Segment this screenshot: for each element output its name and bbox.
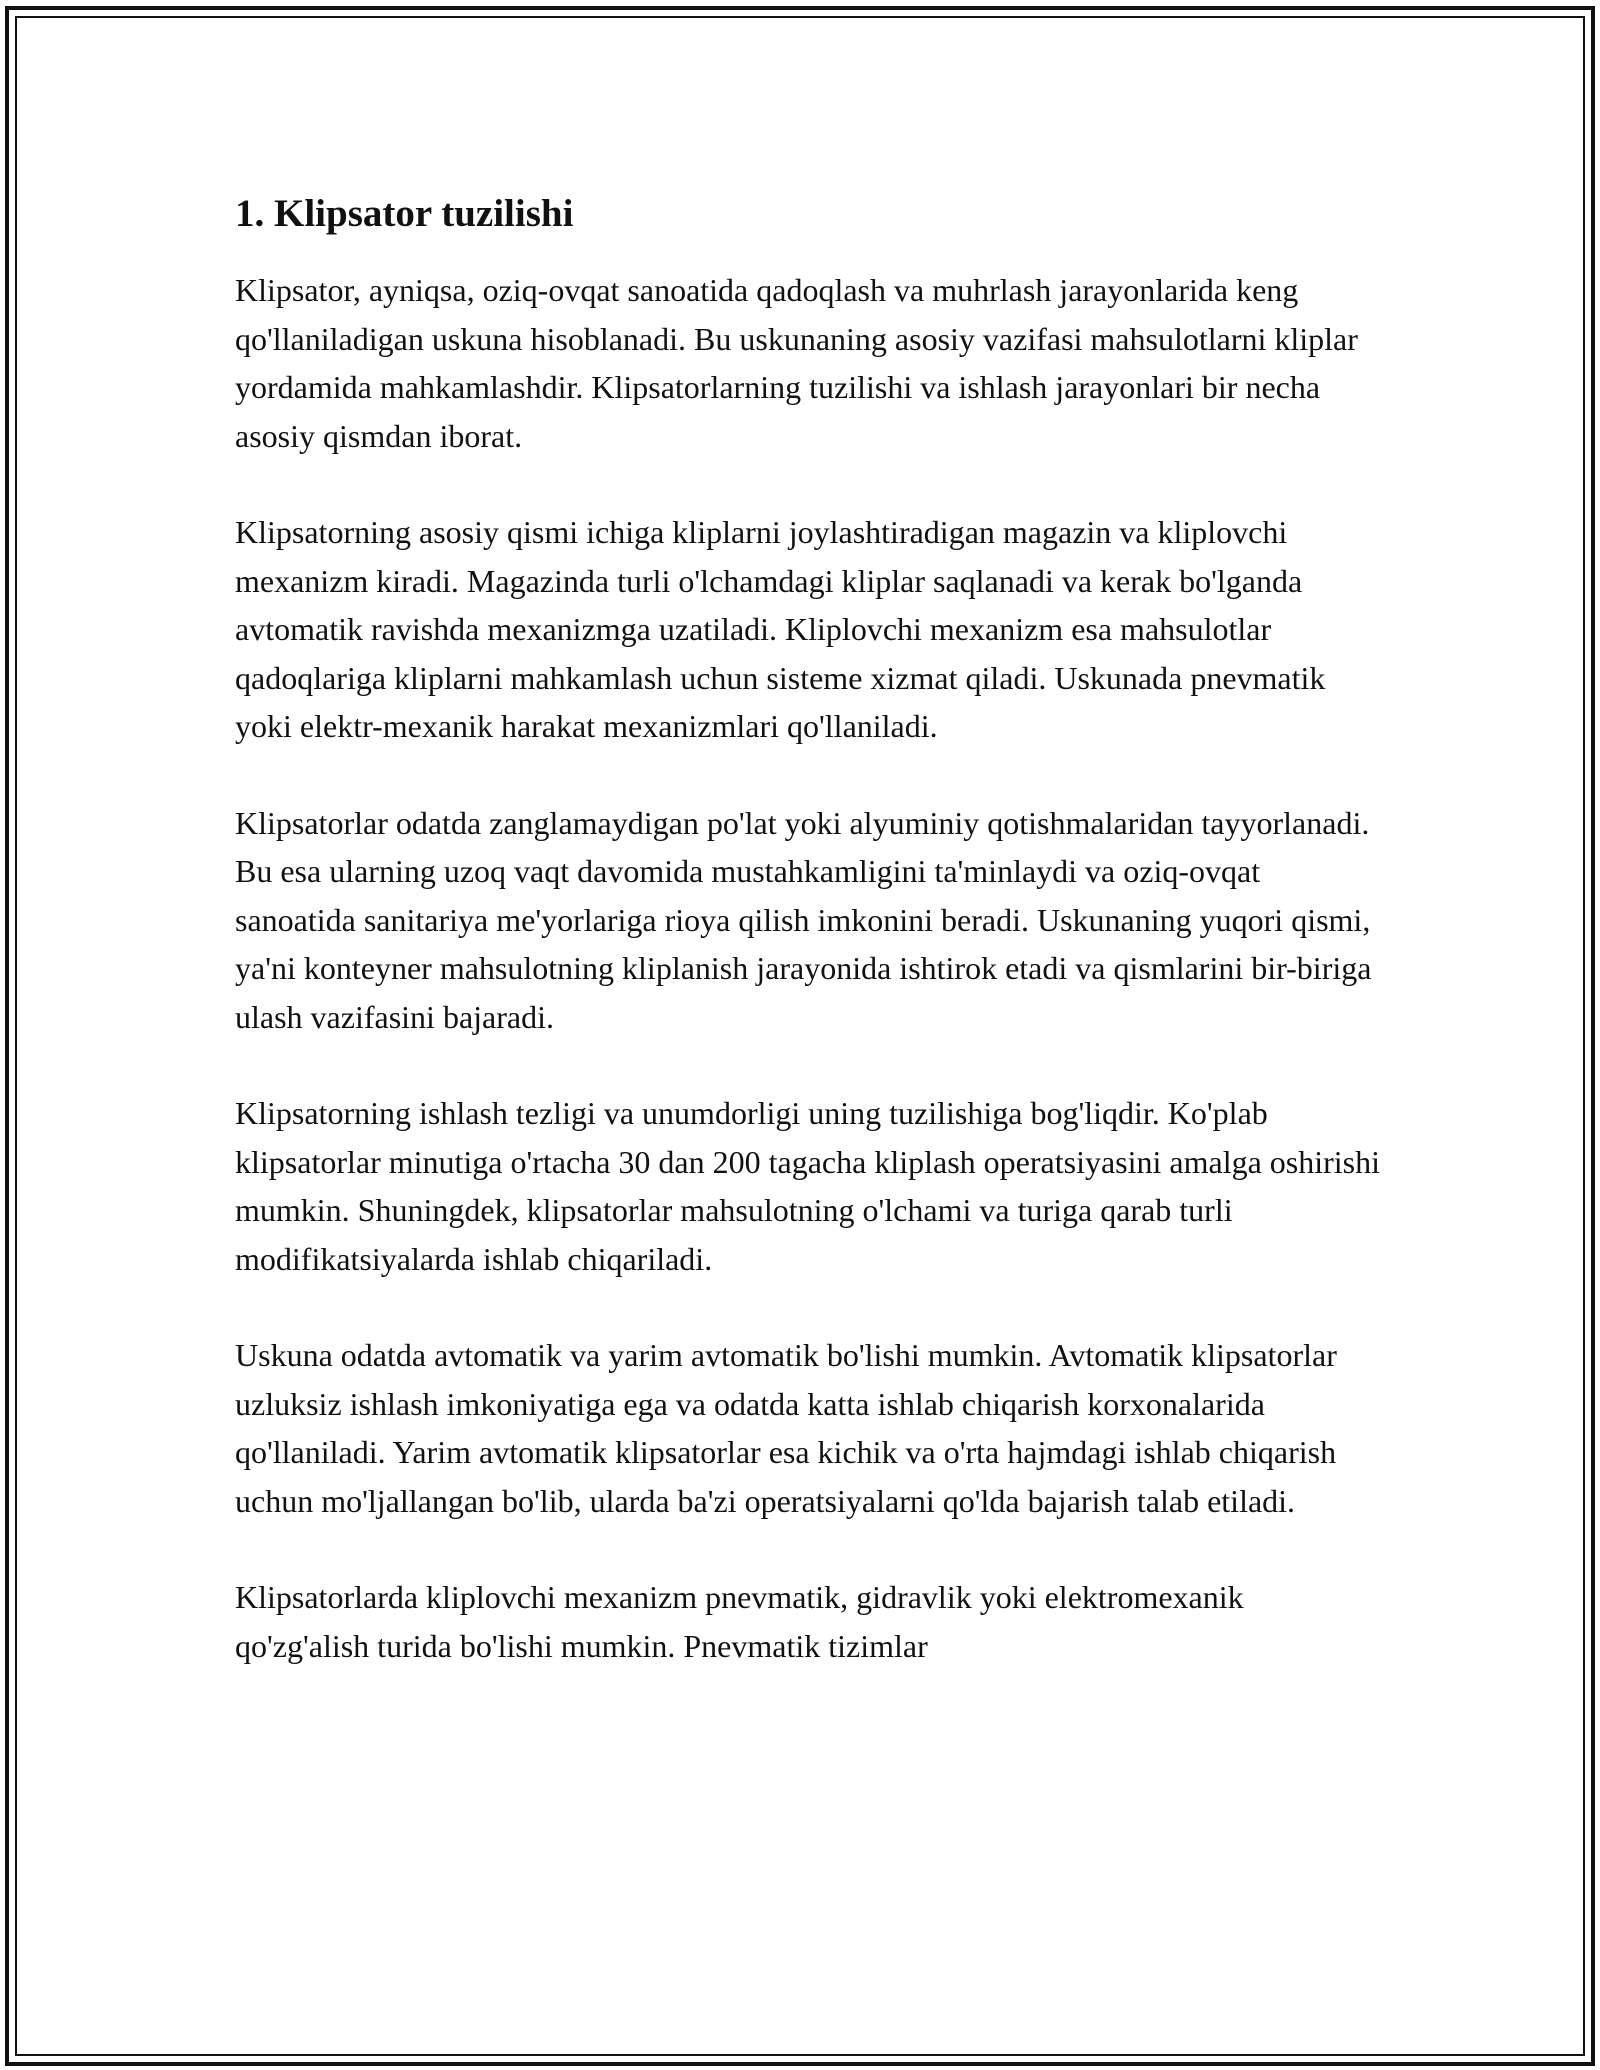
paragraph-4: Klipsatorning ishlash tezligi va unumdorligi uning tuzilishiga bog'liqdir. Ko'plab klipsatorlar minutiga o'rtacha 30 dan 200 tagacha kliplash operatsiyasini amalga oshirishi mumkin. Shuningdek, klipsatorlar mahsulotning o'lchami va turiga qarab turli modifikatsiyalarda ishlab chiqariladi. (235, 1095, 1381, 1277)
paragraph-3: Klipsatorlar odatda zanglamaydigan po'lat yoki alyuminiy qotishmalaridan tayyorlanadi. Bu esa ularning uzoq vaqt davomida mustahkamligini ta'minlaydi va oziq-ovqat sanoatida sanitariya me'yorlariga rioya qilish imkonini beradi. Uskunaning yuqori qismi, ya'ni konteyner mahsulotning kliplanish jarayonida ishtirok etadi va qismlarini bir-biriga ulash vazifasini bajaradi. (235, 804, 1372, 1035)
paragraph-5: Uskuna odatda avtomatik va yarim avtomatik bo'lishi mumkin. Avtomatik klipsatorlar uzluksiz ishlash imkoniyatiga ega va odatda katta ishlab chiqarish korxonalarida qo'llaniladi. Yarim avtomatik klipsatorlar esa kichik va o'rta hajmdagi ishlab chiqarish uchun mo'ljallangan bo'lib, ularda ba'zi operatsiyalarni qo'lda bajarish talab etiladi. (235, 1337, 1337, 1519)
paragraph-6: Klipsatorlarda kliplovchi mexanizm pnevmatik, gidravlik yoki elektromexanik qo'zg'alish turida bo'lishi mumkin. Pnevmatik tizimlar (235, 1579, 1244, 1664)
document-body (235, 188, 1385, 1718)
paragraph-2: Klipsatorning asosiy qismi ichiga kliplarni joylashtiradigan magazin va kliplovchi mexanizm kiradi. Magazinda turli o'lchamdagi kliplar saqlanadi va kerak bo'lganda avtomatik ravishda mexanizmga uzatiladi. Kliplovchi mexanizm esa mahsulotlar qadoqlariga kliplarni mahkamlash uchun sisteme xizmat qiladi. Uskunada pnevmatik yoki elektr-mexanik harakat mexanizmlari qo'llaniladi. (235, 514, 1326, 744)
paragraph-1: Klipsator, ayniqsa, oziq-ovqat sanoatida qadoqlash va muhrlash jarayonlarida keng qo'llaniladigan uskuna hisoblanadi. Bu uskunaning asosiy vazifasi mahsulotlarni kliplar yordamida mahkamlashdir. Klipsatorlarning tuzilishi va ishlash jarayonlari bir necha asosiy qismdan iborat. (235, 272, 1358, 454)
section-heading: 1. Klipsator tuzilishi (235, 192, 574, 235)
